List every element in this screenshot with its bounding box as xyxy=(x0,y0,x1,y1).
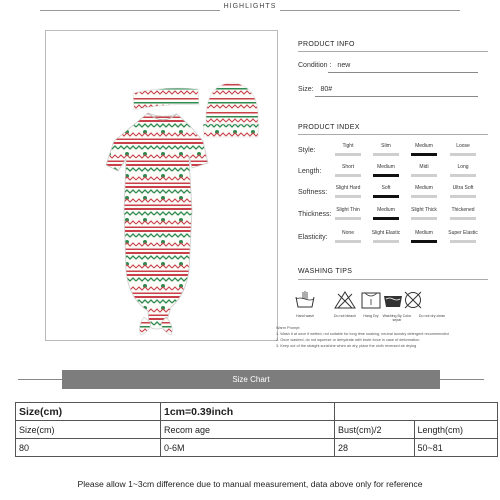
index-option-bar xyxy=(411,217,437,220)
table-cell: 28 xyxy=(335,439,415,457)
index-option-label: Thickened xyxy=(451,207,475,213)
product-image xyxy=(45,30,278,341)
no-bleach-icon xyxy=(334,291,356,309)
index-option-label: Soft xyxy=(381,185,391,191)
condition-row xyxy=(298,62,350,69)
washing-tips-title: WASHING TIPS xyxy=(298,268,353,275)
wash-caption: Do not bleach xyxy=(333,314,357,318)
index-option-label: Tight xyxy=(342,143,354,149)
table-cell xyxy=(414,403,498,421)
product-info-rule xyxy=(298,51,488,52)
index-option-bar-selected xyxy=(373,217,399,220)
index-option-bar-selected xyxy=(411,240,437,243)
header-rule-left xyxy=(40,10,220,11)
size-label: Size: xyxy=(298,86,314,93)
index-option-bar xyxy=(411,195,437,198)
table-cell: Bust(cm)/2 xyxy=(335,421,415,439)
table-row xyxy=(16,421,498,439)
table-cell: Length(cm) xyxy=(414,421,498,439)
table-cell xyxy=(335,403,415,421)
size-table xyxy=(15,402,498,457)
table-cell: 80 xyxy=(16,439,161,457)
index-option-bar xyxy=(335,153,361,156)
index-option-label: Midi xyxy=(419,164,429,170)
index-option-bar-selected xyxy=(373,174,399,177)
condition-label: Condition : xyxy=(298,62,332,69)
index-option-label: Slim xyxy=(381,143,391,149)
size-value: 80# xyxy=(320,86,333,93)
warm-prompt-line: 1. Wash it at once if wetted, not suitable for long time soaking, neutral laundry detergent recommended xyxy=(276,332,449,336)
wash-caption: Washing By Color separ xyxy=(382,314,412,322)
baby-sleep-gown-illustration xyxy=(46,31,277,340)
index-option-label: Slight Elastic xyxy=(371,230,401,236)
index-option-bar xyxy=(373,153,399,156)
index-option-label: Loose xyxy=(456,143,470,149)
condition-value: new xyxy=(337,62,351,69)
index-row-label: Style: xyxy=(298,147,316,154)
index-option-label: Slight Thin xyxy=(336,207,360,213)
index-row-label: Elasticity: xyxy=(298,234,328,241)
size-underline xyxy=(315,96,478,97)
index-option-bar xyxy=(411,174,437,177)
wash-by-color-icon xyxy=(382,291,404,309)
index-option-label: Medium xyxy=(415,143,433,149)
index-option-label: Medium xyxy=(377,207,395,213)
wash-caption: Hand wash xyxy=(296,314,314,318)
highlights-title: HIGHLIGHTS xyxy=(223,3,277,10)
index-row-label: Thickness: xyxy=(298,211,332,218)
index-option-bar xyxy=(335,174,361,177)
index-option-bar xyxy=(450,240,476,243)
index-option-bar xyxy=(373,240,399,243)
index-option-label: Medium xyxy=(415,185,433,191)
product-index-rule xyxy=(298,134,488,135)
wash-caption: Hang Dry xyxy=(363,314,379,318)
index-option-bar-selected xyxy=(411,153,437,156)
index-option-bar xyxy=(335,240,361,243)
table-cell: 0-6M xyxy=(161,439,335,457)
index-option-bar-selected xyxy=(373,195,399,198)
index-option-bar xyxy=(450,174,476,177)
size-chart-rule-left xyxy=(18,379,62,380)
warm-prompt-line: 2. Once washed, do not squeeze or dehydrate with brute force in case of deformation xyxy=(276,338,420,342)
table-cell: 50~81 xyxy=(414,439,498,457)
wash-caption: Do not dry clean xyxy=(418,314,446,318)
table-cell: Size(cm) xyxy=(16,403,161,421)
index-option-label: Slight Thick xyxy=(411,207,437,213)
index-option-label: Short xyxy=(342,164,354,170)
index-option-bar xyxy=(450,217,476,220)
table-row xyxy=(16,439,498,457)
index-option-label: None xyxy=(342,230,354,236)
index-option-label: Medium xyxy=(415,230,433,236)
warm-prompt-line: 3. Keep out of the straight sunshine when air dry, place the cloth reversed air drying xyxy=(276,344,417,348)
index-option-bar xyxy=(335,195,361,198)
product-index-title: PRODUCT INDEX xyxy=(298,124,360,131)
condition-underline xyxy=(328,72,478,73)
index-option-bar xyxy=(335,217,361,220)
index-option-label: Ultra Soft xyxy=(452,185,474,191)
table-cell: Recom age xyxy=(161,421,335,439)
index-option-label: Slight Hard xyxy=(335,185,361,191)
hang-dry-icon xyxy=(360,291,382,309)
header-rule-right xyxy=(280,10,460,11)
index-option-bar xyxy=(450,153,476,156)
index-option-label: Super Elastic xyxy=(448,230,478,236)
size-chart-title: Size Chart xyxy=(62,370,440,389)
washing-tips-rule xyxy=(298,279,488,280)
index-row-label: Length: xyxy=(298,168,322,175)
index-option-label: Medium xyxy=(377,164,395,170)
warm-prompt-title: Warm Prompt: xyxy=(276,326,301,330)
index-row-label: Softness: xyxy=(298,189,328,196)
index-option-bar xyxy=(450,195,476,198)
table-cell: Size(cm) xyxy=(16,421,161,439)
no-dry-clean-icon xyxy=(402,291,424,309)
index-option-label: Long xyxy=(457,164,469,170)
table-cell: 1cm=0.39inch xyxy=(161,403,335,421)
table-header-row xyxy=(16,403,498,421)
measurement-note: Please allow 1~3cm difference due to manual measurement, data above only for reference xyxy=(77,479,423,489)
size-chart-rule-right xyxy=(440,379,484,380)
size-row xyxy=(298,86,332,93)
product-info-title: PRODUCT INFO xyxy=(298,41,355,48)
hand-wash-icon xyxy=(294,291,316,309)
